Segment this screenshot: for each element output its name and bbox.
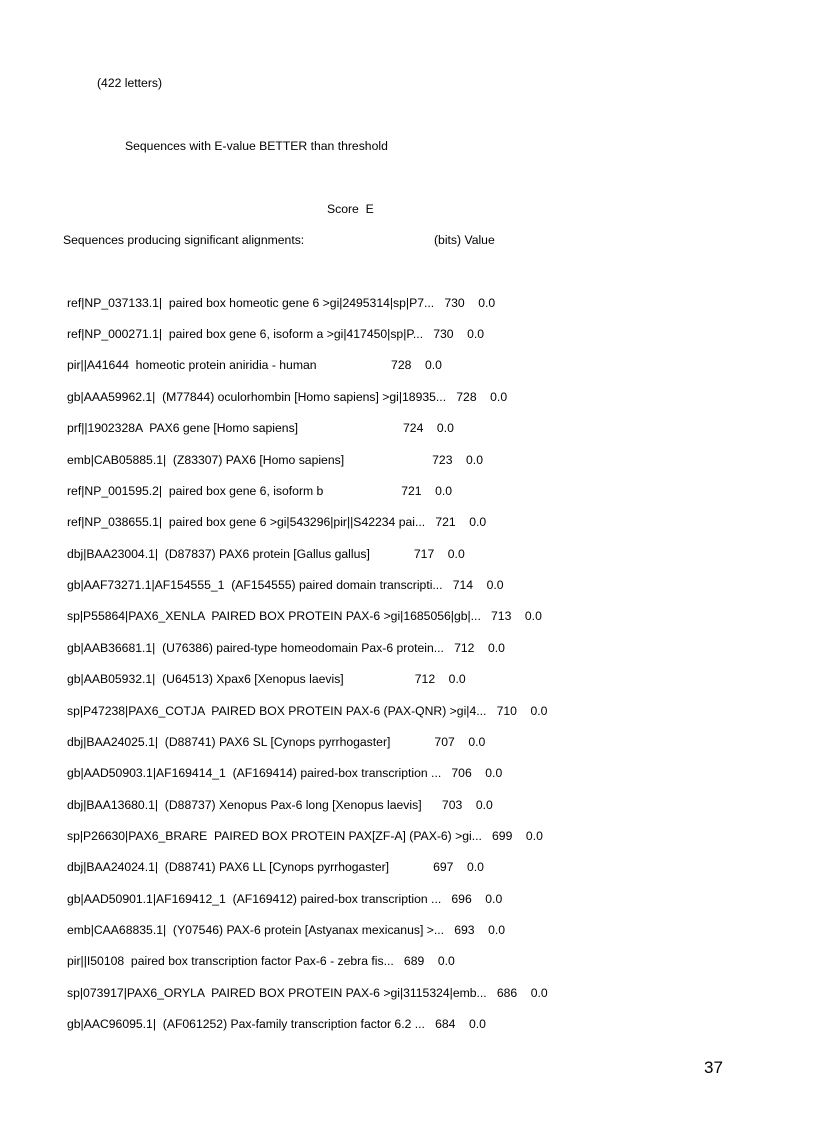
list-item (67, 358, 442, 372)
row-evalue: 0.0 (468, 1017, 486, 1031)
alignments-header-label: Sequences producing significant alignments: (63, 233, 305, 247)
row-description: sp|P47238|PAX6_COTJA PAIRED BOX PROTEIN PAX-6 (PAX-QNR) >gi|4... (67, 704, 487, 718)
list-item (67, 609, 542, 623)
row-description: sp|073917|PAX6_ORYLA PAIRED BOX PROTEIN PAX-6 >gi|3115324|emb... (67, 986, 487, 1000)
row-evalue: 0.0 (424, 358, 442, 372)
row-description: dbj|BAA13680.1| (D88737) Xenopus Pax-6 long [Xenopus laevis] (67, 798, 422, 812)
list-item (67, 829, 543, 843)
list-item (67, 327, 484, 341)
row-evalue: 0.0 (490, 390, 508, 404)
list-item (67, 453, 483, 467)
row-evalue: 0.0 (530, 986, 548, 1000)
list-item (67, 923, 505, 937)
row-evalue: 0.0 (466, 860, 484, 874)
list-item (67, 735, 485, 749)
row-evalue: 0.0 (524, 609, 542, 623)
row-evalue: 0.0 (447, 547, 465, 561)
list-item (67, 860, 484, 874)
list-item (67, 954, 455, 968)
row-score: 703 (441, 798, 463, 812)
row-score: 721 (435, 515, 456, 529)
row-description: sp|P55864|PAX6_XENLA PAIRED BOX PROTEIN PAX-6 >gi|1685056|gb|... (67, 609, 481, 623)
threshold-heading: Sequences with E-value BETTER than threshold (125, 139, 388, 153)
row-description: gb|AAB36681.1| (U76386) paired-type homeodomain Pax-6 protein... (67, 641, 444, 655)
row-score: 686 (496, 986, 518, 1000)
row-score: 693 (454, 923, 475, 937)
row-description: gb|AAC96095.1| (AF061252) Pax-family transcription factor 6.2 ... (67, 1017, 425, 1031)
row-score: 684 (435, 1017, 456, 1031)
list-item (67, 766, 502, 780)
row-score: 730 (444, 296, 465, 310)
row-score: 707 (434, 735, 455, 749)
list-item (67, 484, 452, 498)
list-item (67, 798, 493, 812)
row-score: 712 (414, 672, 436, 686)
row-score: 697 (433, 860, 454, 874)
row-score: 724 (403, 421, 424, 435)
row-evalue: 0.0 (466, 453, 483, 467)
alignments-header-units: (bits) Value (434, 233, 495, 247)
row-score: 699 (492, 829, 513, 843)
row-description: pir||I50108 paired box transcription factor Pax-6 - zebra fis... (67, 954, 394, 968)
row-evalue: 0.0 (478, 296, 496, 310)
row-score: 723 (432, 453, 453, 467)
row-description: prf||1902328A PAX6 gene [Homo sapiens] (67, 421, 299, 435)
row-evalue: 0.0 (435, 484, 453, 498)
list-item (67, 1017, 486, 1031)
query-length: (422 letters) (97, 76, 163, 90)
row-description: emb|CAA68835.1| (Y07546) PAX-6 protein [Astyanax mexicanus] >... (67, 923, 445, 937)
list-item (67, 672, 466, 686)
row-evalue: 0.0 (448, 672, 466, 686)
row-score: 721 (401, 484, 422, 498)
row-evalue: 0.0 (486, 578, 504, 592)
row-score: 713 (491, 609, 512, 623)
row-description: dbj|BAA23004.1| (D87837) PAX6 protein [Gallus gallus] (67, 547, 370, 561)
row-evalue: 0.0 (469, 515, 487, 529)
row-evalue: 0.0 (488, 923, 506, 937)
row-score: 728 (456, 390, 477, 404)
row-score: 730 (433, 327, 454, 341)
row-description: gb|AAA59962.1| (M77844) oculorhombin [Homo sapiens] >gi|18935... (67, 390, 447, 404)
row-evalue: 0.0 (475, 798, 493, 812)
row-description: pir||A41644 homeotic protein aniridia - human (67, 358, 317, 372)
row-description: ref|NP_001595.2| paired box gene 6, isoform b (67, 484, 324, 498)
row-score: 710 (496, 704, 517, 718)
row-score: 706 (451, 766, 472, 780)
list-item (67, 547, 465, 561)
row-description: sp|P26630|PAX6_BRARE PAIRED BOX PROTEIN PAX[ZF-A] (PAX-6) >gi... (67, 829, 482, 843)
row-score: 717 (413, 547, 435, 561)
row-evalue: 0.0 (525, 829, 543, 843)
row-evalue: 0.0 (436, 421, 454, 435)
row-score: 712 (454, 641, 475, 655)
page-number: 37 (704, 1058, 723, 1077)
list-item (67, 296, 495, 310)
row-score: 714 (452, 578, 474, 592)
row-description: emb|CAB05885.1| (Z83307) PAX6 [Homo sapiens] (67, 453, 345, 467)
row-score: 728 (391, 358, 412, 372)
row-description: ref|NP_037133.1| paired box homeotic gene 6 >gi|2495314|sp|P7... (67, 296, 435, 310)
row-evalue: 0.0 (485, 892, 503, 906)
row-evalue: 0.0 (530, 704, 548, 718)
row-evalue: 0.0 (468, 735, 486, 749)
row-score: 696 (451, 892, 472, 906)
list-item (67, 704, 547, 718)
row-evalue: 0.0 (437, 954, 455, 968)
row-score: 689 (403, 954, 425, 968)
row-description: dbj|BAA24024.1| (D88741) PAX6 LL [Cynops pyrrhogaster] (67, 860, 390, 874)
row-evalue: 0.0 (488, 641, 505, 655)
list-item (67, 390, 507, 404)
list-item (67, 578, 504, 592)
row-description: gb|AAD50903.1|AF169414_1 (AF169414) paired-box transcription ... (67, 766, 442, 780)
list-item (67, 986, 548, 1000)
row-evalue: 0.0 (467, 327, 485, 341)
list-item (67, 641, 505, 655)
row-description: gb|AAD50901.1|AF169412_1 (AF169412) paired-box transcription ... (67, 892, 442, 906)
list-item (67, 515, 486, 529)
row-description: ref|NP_000271.1| paired box gene 6, isoform a >gi|417450|sp|P... (67, 327, 424, 341)
row-description: gb|AAF73271.1|AF154555_1 (AF154555) paired domain transcripti... (67, 578, 443, 592)
row-description: gb|AAB05932.1| (U64513) Xpax6 [Xenopus laevis] (67, 672, 344, 686)
row-description: dbj|BAA24025.1| (D88741) PAX6 SL [Cynops pyrrhogaster] (67, 735, 391, 749)
row-description: ref|NP_038655.1| paired box gene 6 >gi|543296|pir||S42234 pai... (67, 515, 426, 529)
list-item (67, 892, 502, 906)
list-item (67, 421, 454, 435)
row-evalue: 0.0 (485, 766, 503, 780)
score-header: Score E (327, 202, 374, 216)
